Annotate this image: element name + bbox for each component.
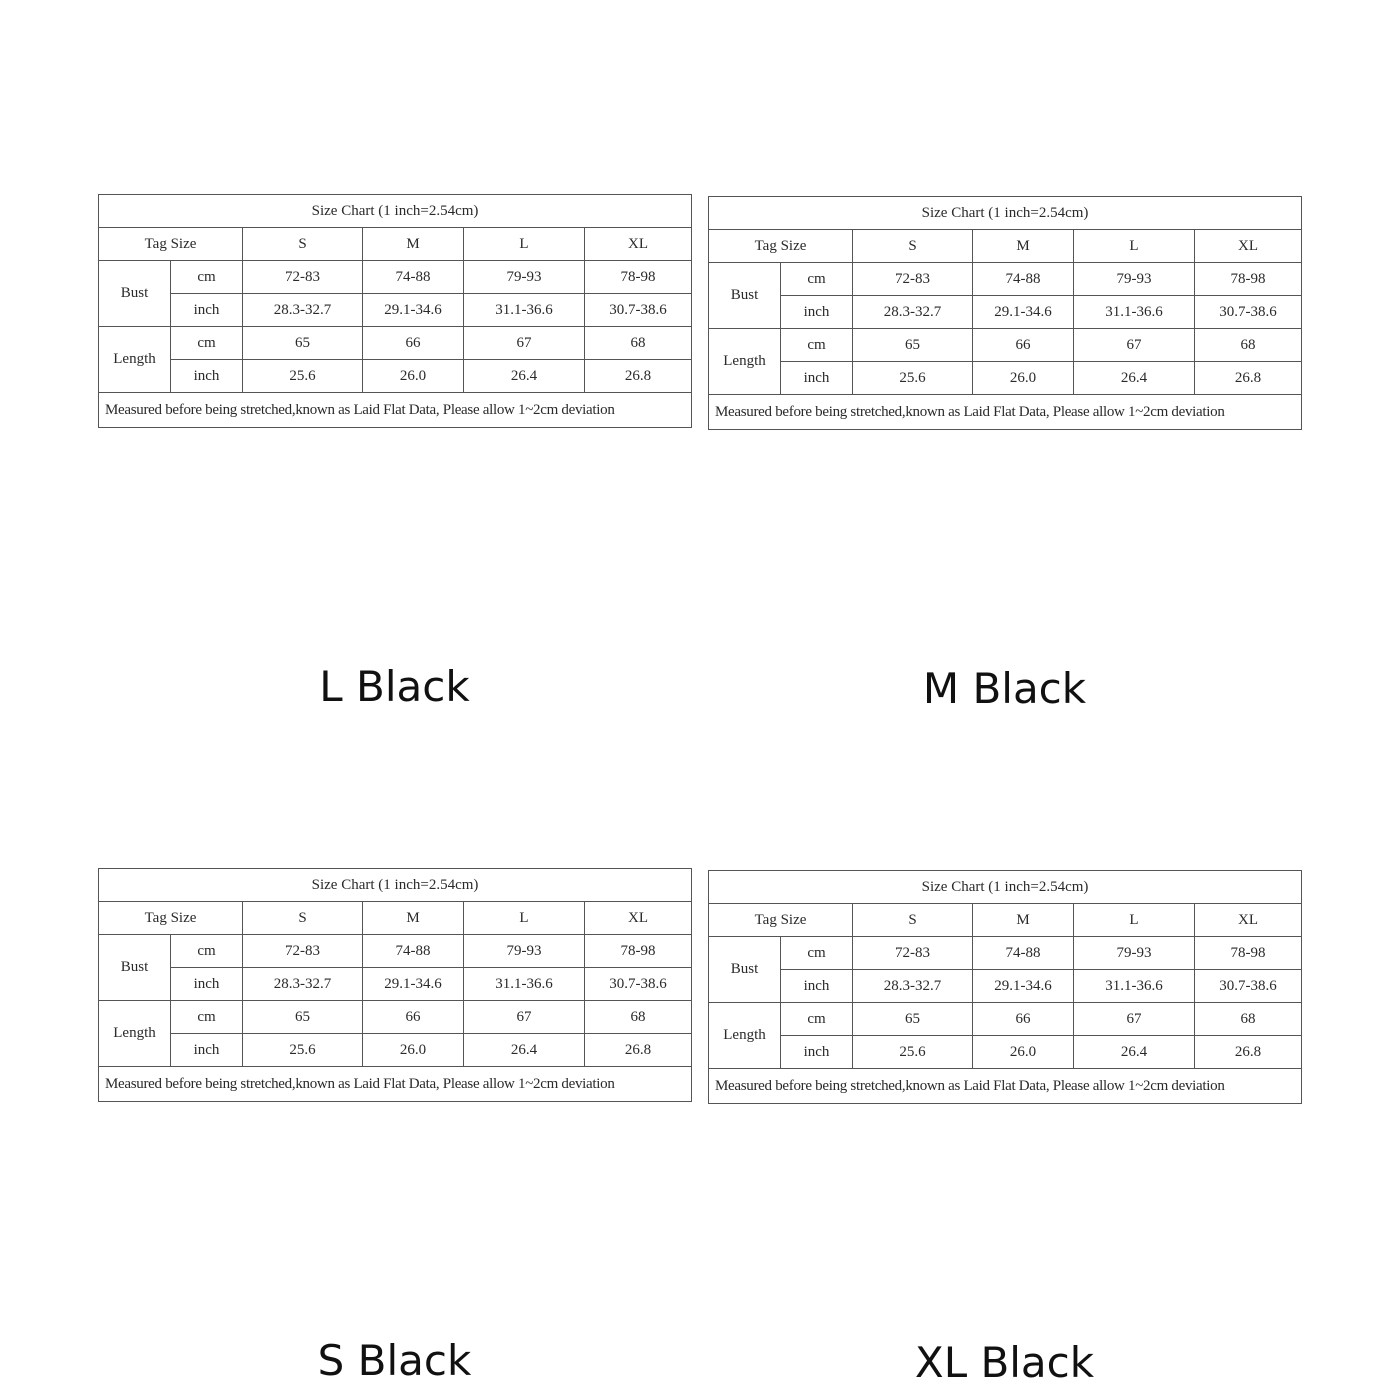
bust-cm-value: 74-88: [973, 263, 1074, 296]
length-row-label: Length: [709, 1003, 781, 1069]
unit-cm: cm: [781, 263, 853, 296]
bust-cm-value: 78-98: [585, 261, 692, 294]
length-cm-value: 65: [853, 1003, 973, 1036]
variant-label-s-black: S Black: [317, 1336, 472, 1385]
bust-cm-value: 74-88: [363, 935, 464, 968]
bust-inch-value: 30.7-38.6: [1195, 970, 1302, 1003]
bust-inch-value: 30.7-38.6: [585, 968, 692, 1001]
length-inch-value: 25.6: [853, 1036, 973, 1069]
unit-inch: inch: [171, 1034, 243, 1067]
length-inch-value: 25.6: [243, 1034, 363, 1067]
size-chart-title: Size Chart (1 inch=2.54cm): [99, 869, 692, 902]
size-header-l: L: [464, 902, 585, 935]
bust-inch-value: 29.1-34.6: [973, 970, 1074, 1003]
length-inch-value: 26.8: [1195, 1036, 1302, 1069]
size-chart-title: Size Chart (1 inch=2.54cm): [99, 195, 692, 228]
length-cm-value: 65: [243, 327, 363, 360]
bust-row-label: Bust: [709, 263, 781, 329]
length-inch-value: 26.0: [363, 1034, 464, 1067]
bust-inch-value: 31.1-36.6: [464, 968, 585, 1001]
bust-cm-value: 72-83: [853, 263, 973, 296]
bust-cm-value: 79-93: [464, 935, 585, 968]
size-header-s: S: [853, 904, 973, 937]
length-cm-value: 67: [1074, 329, 1195, 362]
measurement-note: Measured before being stretched,known as Laid Flat Data, Please allow 1~2cm deviation: [709, 1069, 1302, 1104]
size-header-xl: XL: [585, 228, 692, 261]
bust-cm-value: 74-88: [363, 261, 464, 294]
unit-inch: inch: [781, 362, 853, 395]
size-chart-panel: [708, 196, 1301, 430]
length-cm-value: 68: [1195, 1003, 1302, 1036]
size-header-m: M: [363, 228, 464, 261]
variant-label-l-black: L Black: [319, 662, 470, 711]
bust-inch-value: 28.3-32.7: [243, 968, 363, 1001]
length-inch-value: 26.0: [973, 1036, 1074, 1069]
length-inch-value: 26.0: [363, 360, 464, 393]
size-header-m: M: [363, 902, 464, 935]
unit-cm: cm: [171, 935, 243, 968]
unit-cm: cm: [171, 327, 243, 360]
bust-row-label: Bust: [99, 261, 171, 327]
bust-inch-value: 30.7-38.6: [585, 294, 692, 327]
tag-size-header: Tag Size: [709, 230, 853, 263]
size-chart-title: Size Chart (1 inch=2.54cm): [709, 197, 1302, 230]
variant-label-xl-black: XL Black: [914, 1338, 1095, 1387]
size-chart-table: [708, 196, 1302, 430]
size-header-s: S: [243, 228, 363, 261]
size-chart-table: [98, 194, 692, 428]
length-row-label: Length: [99, 1001, 171, 1067]
length-inch-value: 26.4: [1074, 362, 1195, 395]
length-cm-value: 68: [585, 327, 692, 360]
size-header-s: S: [243, 902, 363, 935]
unit-cm: cm: [781, 1003, 853, 1036]
size-header-s: S: [853, 230, 973, 263]
length-inch-value: 26.8: [585, 1034, 692, 1067]
bust-cm-value: 78-98: [1195, 937, 1302, 970]
length-cm-value: 65: [853, 329, 973, 362]
size-chart-panel: [98, 868, 691, 1102]
bust-cm-value: 72-83: [853, 937, 973, 970]
length-inch-value: 26.4: [464, 360, 585, 393]
unit-inch: inch: [781, 970, 853, 1003]
bust-row-label: Bust: [99, 935, 171, 1001]
tag-size-header: Tag Size: [709, 904, 853, 937]
unit-cm: cm: [781, 937, 853, 970]
length-inch-value: 25.6: [243, 360, 363, 393]
bust-inch-value: 28.3-32.7: [853, 970, 973, 1003]
length-cm-value: 67: [464, 327, 585, 360]
length-cm-value: 66: [973, 1003, 1074, 1036]
bust-inch-value: 31.1-36.6: [464, 294, 585, 327]
bust-cm-value: 72-83: [243, 261, 363, 294]
length-inch-value: 26.0: [973, 362, 1074, 395]
variant-label-m-black: M Black: [922, 664, 1087, 713]
length-cm-value: 67: [464, 1001, 585, 1034]
size-chart-title: Size Chart (1 inch=2.54cm): [709, 871, 1302, 904]
length-cm-value: 65: [243, 1001, 363, 1034]
unit-inch: inch: [781, 296, 853, 329]
unit-cm: cm: [171, 1001, 243, 1034]
bust-inch-value: 28.3-32.7: [853, 296, 973, 329]
unit-inch: inch: [171, 360, 243, 393]
length-cm-value: 68: [1195, 329, 1302, 362]
measurement-note: Measured before being stretched,known as Laid Flat Data, Please allow 1~2cm deviation: [709, 395, 1302, 430]
unit-inch: inch: [171, 968, 243, 1001]
length-inch-value: 26.4: [1074, 1036, 1195, 1069]
bust-cm-value: 79-93: [1074, 937, 1195, 970]
measurement-note: Measured before being stretched,known as Laid Flat Data, Please allow 1~2cm deviation: [99, 393, 692, 428]
unit-cm: cm: [781, 329, 853, 362]
size-header-xl: XL: [1195, 904, 1302, 937]
unit-cm: cm: [171, 261, 243, 294]
length-inch-value: 26.8: [1195, 362, 1302, 395]
tag-size-header: Tag Size: [99, 902, 243, 935]
bust-inch-value: 28.3-32.7: [243, 294, 363, 327]
bust-inch-value: 29.1-34.6: [363, 968, 464, 1001]
size-header-xl: XL: [585, 902, 692, 935]
bust-inch-value: 29.1-34.6: [973, 296, 1074, 329]
bust-cm-value: 74-88: [973, 937, 1074, 970]
length-row-label: Length: [709, 329, 781, 395]
size-header-m: M: [973, 230, 1074, 263]
size-header-l: L: [1074, 230, 1195, 263]
bust-inch-value: 31.1-36.6: [1074, 296, 1195, 329]
size-header-l: L: [464, 228, 585, 261]
bust-row-label: Bust: [709, 937, 781, 1003]
length-row-label: Length: [99, 327, 171, 393]
length-cm-value: 67: [1074, 1003, 1195, 1036]
tag-size-header: Tag Size: [99, 228, 243, 261]
size-chart-panel: [98, 194, 691, 428]
length-cm-value: 66: [363, 327, 464, 360]
bust-cm-value: 72-83: [243, 935, 363, 968]
unit-inch: inch: [171, 294, 243, 327]
size-header-l: L: [1074, 904, 1195, 937]
bust-inch-value: 29.1-34.6: [363, 294, 464, 327]
bust-cm-value: 79-93: [464, 261, 585, 294]
length-inch-value: 26.8: [585, 360, 692, 393]
length-inch-value: 26.4: [464, 1034, 585, 1067]
bust-inch-value: 30.7-38.6: [1195, 296, 1302, 329]
bust-cm-value: 78-98: [1195, 263, 1302, 296]
bust-cm-value: 78-98: [585, 935, 692, 968]
length-cm-value: 66: [973, 329, 1074, 362]
measurement-note: Measured before being stretched,known as Laid Flat Data, Please allow 1~2cm deviation: [99, 1067, 692, 1102]
bust-cm-value: 79-93: [1074, 263, 1195, 296]
size-header-m: M: [973, 904, 1074, 937]
size-header-xl: XL: [1195, 230, 1302, 263]
size-chart-panel: [708, 870, 1301, 1104]
bust-inch-value: 31.1-36.6: [1074, 970, 1195, 1003]
length-cm-value: 66: [363, 1001, 464, 1034]
unit-inch: inch: [781, 1036, 853, 1069]
length-cm-value: 68: [585, 1001, 692, 1034]
size-chart-table: [708, 870, 1302, 1104]
length-inch-value: 25.6: [853, 362, 973, 395]
size-chart-table: [98, 868, 692, 1102]
